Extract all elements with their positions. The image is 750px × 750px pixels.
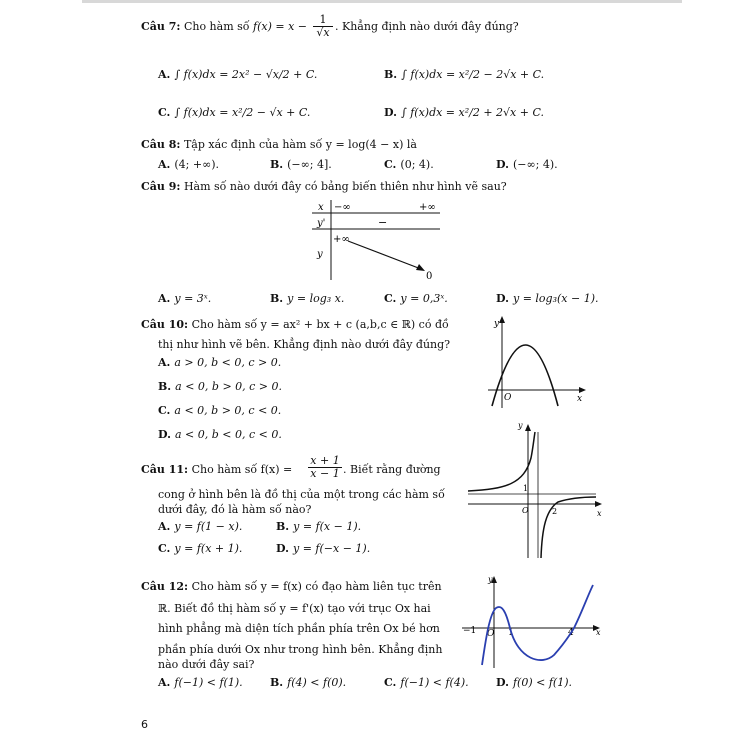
q8-option-c[interactable] — [384, 158, 434, 171]
option-text: f(0) < f(1). — [512, 676, 572, 689]
q7-option-c[interactable] — [158, 106, 310, 119]
q8-text: Tập xác định của hàm số y = log(4 − x) là — [183, 138, 417, 151]
q12-line3: hình phẳng mà diện tích phần phía trên Ox bé hơn — [158, 622, 440, 635]
q7-option-b[interactable] — [384, 68, 544, 81]
option-label: B. — [384, 68, 398, 81]
q10-option-c[interactable] — [158, 404, 281, 417]
option-text: y = f(x − 1). — [293, 520, 362, 533]
option-label: B. — [270, 292, 284, 305]
option-text: ∫ f(x)dx = 2x² − √x/2 + C. — [174, 68, 318, 81]
q7-option-a[interactable] — [158, 68, 317, 81]
q10-option-a[interactable] — [158, 356, 281, 369]
option-label: D. — [158, 428, 171, 441]
q11-hyperbola-graph — [466, 418, 606, 560]
option-text: (0; 4). — [400, 158, 434, 171]
option-label: C. — [158, 542, 171, 555]
q10-line1: Cho hàm số y = ax² + bx + c (a,b,c ∈ ℝ) có đồ — [191, 318, 449, 331]
option-label: A. — [158, 68, 171, 81]
option-text: a > 0, b < 0, c > 0. — [174, 356, 282, 369]
option-label: B. — [158, 380, 172, 393]
option-label: D. — [496, 292, 509, 305]
q11-frac-num: x + 1 — [310, 454, 340, 467]
q7-frac-num: 1 — [319, 13, 327, 26]
q12-derivative-graph — [458, 570, 608, 670]
table-x-right: +∞ — [419, 202, 436, 213]
q10-stem-line1 — [141, 318, 449, 331]
option-label: D. — [496, 676, 509, 689]
q9-option-a[interactable] — [158, 292, 211, 305]
option-text: a < 0, b > 0, c > 0. — [175, 380, 283, 393]
q11-option-c[interactable] — [158, 542, 242, 555]
q12-line4: phần phía dưới Ox như trong hình bên. Khẳng định — [158, 643, 443, 656]
origin-label: O — [522, 506, 529, 515]
table-y-label: y — [317, 249, 323, 260]
table-yprime-label: y' — [317, 218, 326, 229]
y-axis-label: y — [518, 421, 523, 430]
y-arrow-icon — [525, 424, 531, 431]
q8-option-d[interactable] — [496, 158, 558, 171]
q7-number: Câu 7: — [141, 20, 181, 33]
q8-option-a[interactable] — [158, 158, 219, 171]
tick-one-label: 1 — [508, 628, 514, 638]
q8-number: Câu 8: — [141, 138, 181, 151]
x-axis-label: x — [596, 628, 601, 637]
top-rule — [82, 0, 682, 3]
q9-stem — [141, 180, 507, 193]
tick-four-label: 4 — [568, 628, 574, 638]
option-label: A. — [158, 158, 171, 171]
q7-fraction — [313, 14, 333, 39]
option-text: y = log₃ x. — [287, 292, 345, 305]
option-label: A. — [158, 676, 171, 689]
q12-line1: Cho hàm số y = f(x) có đạo hàm liên tục trên — [191, 580, 442, 593]
option-label: A. — [158, 292, 171, 305]
option-label: A. — [158, 520, 171, 533]
option-label: B. — [270, 676, 284, 689]
option-text: f(−1) < f(1). — [174, 676, 243, 689]
tick-two-label: 2 — [552, 507, 558, 516]
q12-line2: ℝ. Biết đồ thị hàm số y = f'(x) tạo với trục Ox hai — [158, 602, 431, 615]
q12-number: Câu 12: — [141, 580, 189, 593]
option-text: ∫ f(x)dx = x²/2 + 2√x + C. — [400, 106, 544, 119]
q8-option-b[interactable] — [270, 158, 332, 171]
page-number: 6 — [141, 718, 148, 731]
q10-parabola-graph — [484, 314, 590, 410]
q7-func: f(x) = x − — [253, 20, 308, 33]
q11-option-b[interactable] — [276, 520, 361, 533]
q10-line2: thị như hình vẽ bên. Khẳng định nào dưới đây đúng? — [158, 338, 451, 351]
option-label: C. — [384, 158, 397, 171]
option-text: (−∞; 4]. — [287, 158, 332, 171]
q12-option-a[interactable] — [158, 676, 243, 689]
hyperbola-right-branch — [541, 497, 596, 558]
q11-line1-b: . Biết rằng đường — [343, 463, 441, 476]
option-label: A. — [158, 356, 171, 369]
option-text: ∫ f(x)dx = x²/2 − 2√x + C. — [401, 68, 545, 81]
option-label: D. — [496, 158, 509, 171]
q10-option-b[interactable] — [158, 380, 282, 393]
q12-stem-line1 — [141, 580, 442, 593]
y-arrow-icon — [499, 316, 505, 323]
q7-text-a: Cho hàm số — [183, 20, 250, 33]
q7-text-b: . Khẳng định nào dưới đây đúng? — [335, 20, 519, 33]
x-arrow-icon — [595, 501, 602, 507]
option-text: (−∞; 4). — [512, 158, 558, 171]
tick-minus-one-label: −1 — [463, 626, 477, 636]
q7-option-d[interactable] — [384, 106, 544, 119]
option-label: C. — [384, 676, 397, 689]
y-axis-label: y — [488, 575, 493, 584]
table-y-bottom: 0 — [426, 271, 433, 282]
option-text: f(−1) < f(4). — [400, 676, 469, 689]
option-label: D. — [384, 106, 397, 119]
option-text: y = log₃(x − 1). — [512, 292, 599, 305]
q12-option-d[interactable] — [496, 676, 572, 689]
x-axis-label: x — [577, 394, 583, 404]
q9-variation-table — [300, 198, 445, 283]
derivative-curve — [482, 585, 593, 665]
q11-line2: cong ở hình bên là đồ thị của một trong các hàm số — [158, 488, 445, 501]
option-text: y = f(x + 1). — [174, 542, 243, 555]
table-yprime-sign: − — [378, 216, 388, 229]
q11-number: Câu 11: — [141, 463, 189, 476]
table-x-label: x — [318, 202, 324, 213]
option-label: B. — [270, 158, 284, 171]
tick-one-label: 1 — [523, 484, 529, 493]
q11-fraction — [308, 455, 342, 480]
q9-text: Hàm số nào dưới đây có bảng biến thiên như hình vẽ sau? — [183, 180, 507, 193]
x-arrow-icon — [579, 387, 586, 393]
option-text: y = 0,3ˣ. — [400, 292, 448, 305]
option-text: y = 3ˣ. — [174, 292, 212, 305]
q7-stem — [141, 20, 307, 33]
option-text: y = f(1 − x). — [174, 520, 243, 533]
q9-option-d[interactable] — [496, 292, 599, 305]
option-label: C. — [158, 106, 171, 119]
q11-option-a[interactable] — [158, 520, 242, 533]
q9-option-c[interactable] — [384, 292, 448, 305]
option-label: C. — [158, 404, 171, 417]
option-text: (4; +∞). — [174, 158, 220, 171]
hyperbola-left-branch — [468, 432, 535, 491]
q8-stem — [141, 138, 417, 151]
origin-label: O — [487, 629, 495, 639]
q11-line3: dưới đây, đó là hàm số nào? — [158, 503, 312, 516]
q7-frac-den: √x — [313, 26, 333, 39]
arrow-head-icon — [416, 264, 425, 271]
option-text: y = f(−x − 1). — [292, 542, 371, 555]
q12-option-b[interactable] — [270, 676, 346, 689]
option-label: C. — [384, 292, 397, 305]
option-text: f(4) < f(0). — [287, 676, 347, 689]
q11-frac-den: x − 1 — [308, 467, 342, 480]
x-axis-label: x — [597, 509, 602, 518]
table-x-left: −∞ — [334, 202, 351, 213]
q10-number: Câu 10: — [141, 318, 189, 331]
table-decrease-arrow — [348, 241, 421, 269]
origin-label: O — [504, 393, 512, 403]
option-text: a < 0, b < 0, c < 0. — [174, 428, 282, 441]
option-text: ∫ f(x)dx = x²/2 − √x + C. — [174, 106, 311, 119]
q10-option-d[interactable] — [158, 428, 282, 441]
q9-number: Câu 9: — [141, 180, 181, 193]
q11-option-d[interactable] — [276, 542, 370, 555]
table-y-top: +∞ — [333, 234, 350, 245]
option-text: a < 0, b > 0, c < 0. — [174, 404, 282, 417]
y-axis-label: y — [494, 319, 500, 329]
q9-option-b[interactable] — [270, 292, 344, 305]
option-label: D. — [276, 542, 289, 555]
q11-line1-a: Cho hàm số f(x) = — [191, 463, 293, 476]
q11-stem-line1 — [141, 463, 292, 476]
option-label: B. — [276, 520, 290, 533]
q12-line5: nào dưới đây sai? — [158, 658, 255, 671]
q12-option-c[interactable] — [384, 676, 469, 689]
